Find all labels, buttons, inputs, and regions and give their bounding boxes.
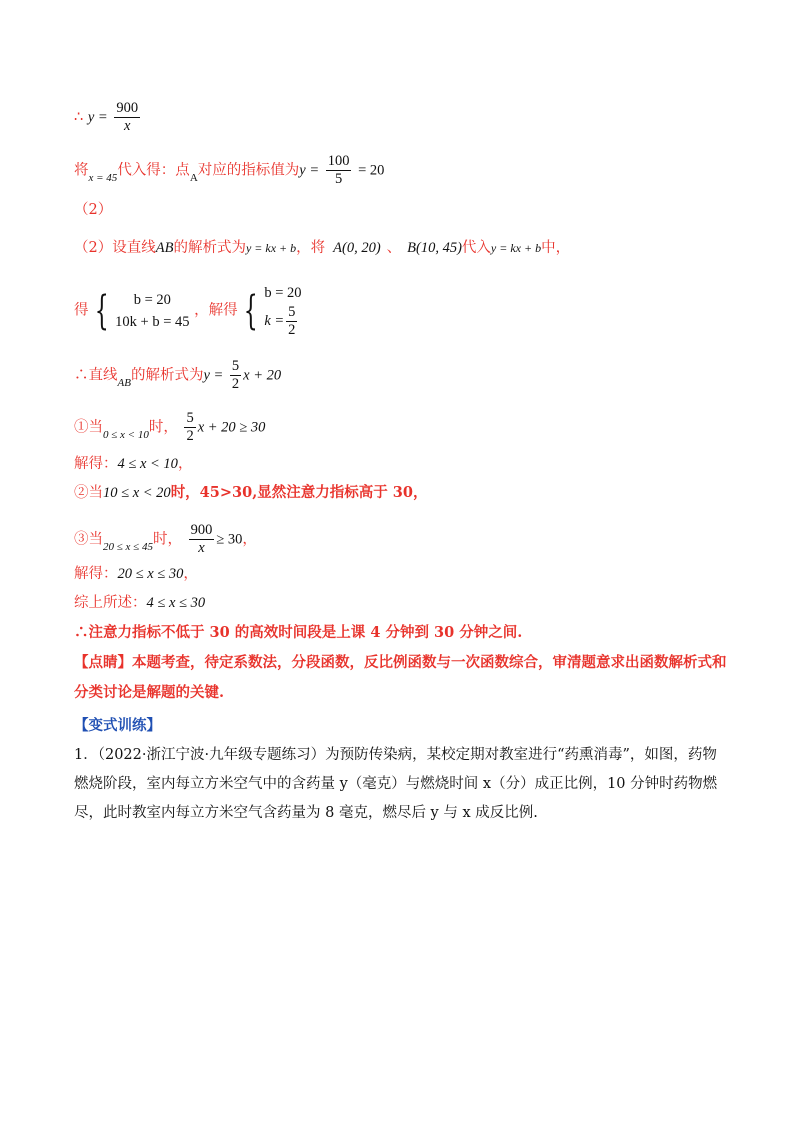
line-conclusion: ∴注意力指标不低于 30 的高效时间段是上课 4 分钟到 30 分钟之间. xyxy=(74,624,523,641)
training-heading: 【变式训练】 xyxy=(74,717,161,734)
line-case-3: ③当$_{20 \le x \le 45}$时， $\frac{900}{x}$ ≥ 30， xyxy=(74,522,257,556)
fraction: $\frac{100}{5}$ xyxy=(327,153,350,187)
comment-paragraph xyxy=(74,648,730,708)
line-system: 得 { b = 20 10k + b = 45 ，解得 { b = 20 k = $\frac{5}{2}$ xyxy=(74,282,302,339)
line-solve-3: 解得：20 ≤ x ≤ 30， xyxy=(74,566,198,582)
line-case-2: ②当10 ≤ x < 20时，45>30,显然注意力指标高于 30， xyxy=(74,484,428,501)
left-brace-icon: { xyxy=(94,287,109,334)
line-setup-ab: （2）设直线AB的解析式为y = kx + b，将 A(0, 20) 、 B(10, 45)代入y = kx + b中， xyxy=(74,240,571,256)
line-solve-1: 解得：4 ≤ x < 10， xyxy=(74,456,193,472)
line-ab-expression: ∴直线$_{AB}$的解析式为y = $\frac{5}{2}$ x + 20 xyxy=(74,358,282,392)
line-result-y xyxy=(74,100,142,135)
line-substitute: 将$_{x = 45}$代入得：点$_A$对应的指标值为y = $\frac{100}{5}$ = 20 xyxy=(74,153,385,187)
fraction: $\frac{900}{x}$ xyxy=(190,522,213,556)
formula-lhs: y = xyxy=(87,109,108,126)
fraction: $\frac{900}{x}$ xyxy=(116,100,139,134)
line-case-1: ①当$_{0 \le x < 10}$时， $\frac{5}{2}$ x + 20 ≥ 30 xyxy=(74,410,266,444)
comment-text: 本题考查，待定系数法，分段函数，反比例函数与一次函数综合，审清题意求出函数解析式和分类讨论是解题的关键. xyxy=(74,654,727,701)
comment-tag: 【点睛】 xyxy=(74,654,132,671)
fraction: $\frac{5}{2}$ xyxy=(186,410,194,444)
left-brace-icon: { xyxy=(243,287,258,334)
part-2-label: （2） xyxy=(74,202,113,218)
fraction: $\frac{5}{2}$ xyxy=(231,358,240,392)
solution-system: b = 20 k = $\frac{5}{2}$ xyxy=(264,285,302,338)
problem-paragraph: 1．（2022·浙江宁波·九年级专题练习）为预防传染病，某校定期对教室进行“药熏消毒”，如图，药物燃烧阶段，室内每立方米空气中的含药量 y（毫克）与燃烧时间 x（分）成正比例，10 分钟时药物燃尽，此时教室内每立方米空气含药量为 8 毫克，燃尽后 y 与 x 成反比例. xyxy=(74,747,718,821)
line-summary: 综上所述：4 ≤ x ≤ 30 xyxy=(74,595,206,611)
equation-system: b = 20 10k + b = 45 xyxy=(115,291,190,330)
therefore-symbol: ∴ xyxy=(74,109,84,126)
